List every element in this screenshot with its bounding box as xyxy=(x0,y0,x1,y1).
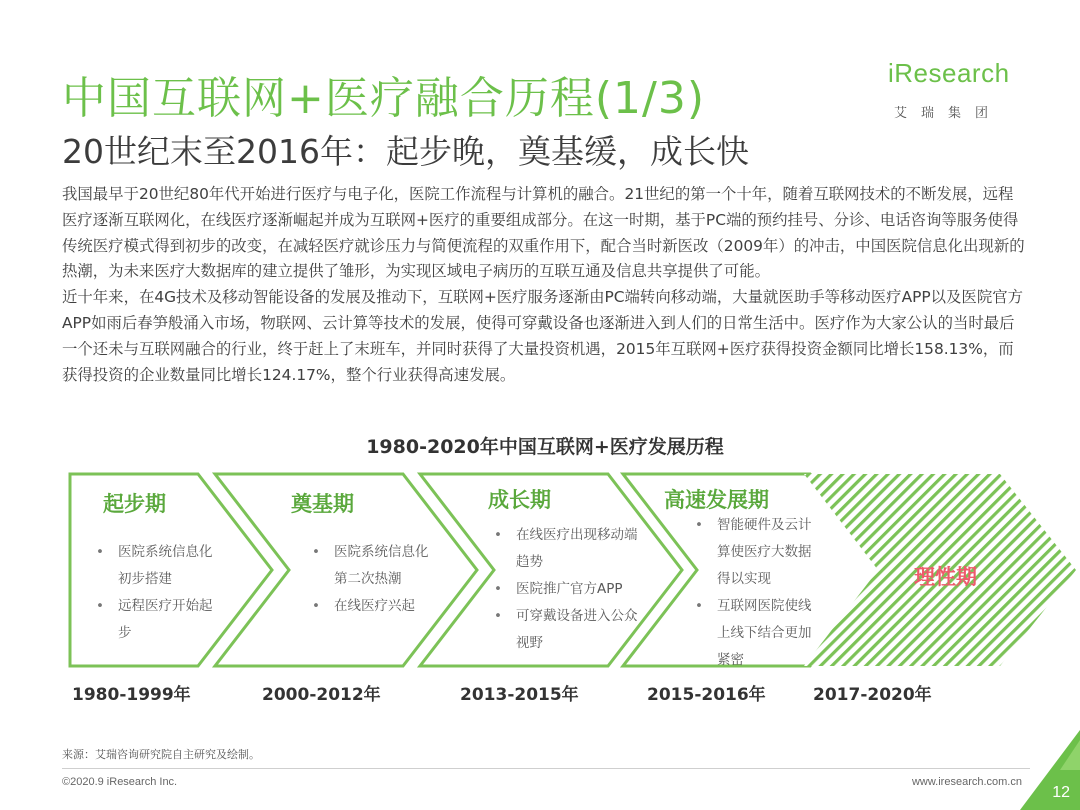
stage-1-name: 起步期 xyxy=(103,492,166,516)
list-item: • 在线医疗兴起 xyxy=(312,593,434,620)
list-item: • 医院系统信息化第二次热潮 xyxy=(312,539,434,593)
stage-4-years: 2015-2016年 xyxy=(647,685,766,705)
paragraph-1: 我国最早于20世纪80年代开始进行医疗与电子化，医院工作流程与计算机的融合。21世纪的第一个十年，随着互联网技术的不断发展，远程医疗逐渐互联网化，在线医疗逐渐崛起并成为互联网+医疗的重要组成部分。在这一时期，基于PC端的预约挂号、分诊、电话咨询等服务使得传统医疗模式得到初步的改变，在减轻医疗就诊压力与简便流程的双重作用下，配合当时新医改（2009年）的冲击，中国医院信息化出现新的热潮，为未来医疗大数据库的建立提供了雏形，为实现区域电子病历的互联互通及信息共享提供了可能。 xyxy=(62,185,1025,281)
paragraph-2: 近十年来，在4G技术及移动智能设备的发展及推动下，互联网+医疗服务逐渐由PC端转向移动端，大量就医助手等移动医疗APP以及医院官方APP如雨后春笋般涌入市场，物联网、云计算等技术的发展，使得可穿戴设备也逐渐进入到人们的日常生活中。医疗作为大家公认的当时最后一个还未与互联网融合的行业，终于赶上了末班车，并同时获得了大量投资机遇，2015年互联网+医疗获得投资金额同比增长158.13%，而获得投资的企业数量同比增长124.17%，整个行业获得高速发展。 xyxy=(62,288,1023,384)
stage-2-years: 2000-2012年 xyxy=(262,685,381,705)
iresearch-logo xyxy=(888,58,1028,128)
source-note: 来源：艾瑞咨询研究院自主研究及绘制。 xyxy=(62,748,260,761)
stage-1-bullets xyxy=(96,539,216,647)
page-subtitle: 20世纪末至2016年：起步晚，奠基缓，成长快 xyxy=(62,132,749,171)
logo-brand: iResearch xyxy=(888,58,1010,88)
stage-3-name: 成长期 xyxy=(488,488,551,512)
stage-2-name: 奠基期 xyxy=(291,492,354,516)
footer-divider xyxy=(62,768,1030,769)
list-item: • 远程医疗开始起步 xyxy=(96,593,216,647)
list-item: • 医院系统信息化初步搭建 xyxy=(96,539,216,593)
corner-decoration xyxy=(1020,730,1080,810)
stage-1-years: 1980-1999年 xyxy=(72,685,191,705)
copyright: ©2020.9 iResearch Inc. xyxy=(62,776,178,788)
list-item: • 医院推广官方APP xyxy=(494,576,644,603)
website-link[interactable]: www.iresearch.com.cn xyxy=(911,776,1022,788)
logo-group: 艾瑞集团 xyxy=(894,106,1003,121)
page-number: 12 xyxy=(1052,784,1070,801)
list-item: • 智能硬件及云计算使医疗大数据得以实现 xyxy=(695,512,815,593)
stage-2-bullets xyxy=(312,539,434,620)
list-item: • 可穿戴设备进入公众视野 xyxy=(494,603,644,657)
body-text xyxy=(62,182,1027,388)
stage-3-years: 2013-2015年 xyxy=(460,685,579,705)
list-item: • 互联网医院使线上线下结合更加紧密 xyxy=(695,593,815,674)
stage-4-bullets xyxy=(695,512,815,674)
page-title: 中国互联网+医疗融合历程(1/3) xyxy=(62,73,706,124)
stage-5-years: 2017-2020年 xyxy=(813,685,932,705)
stage-5-name: 理性期 xyxy=(914,565,977,589)
list-item: • 在线医疗出现移动端趋势 xyxy=(494,522,644,576)
stage-3-bullets xyxy=(494,522,644,657)
process-title: 1980-2020年中国互联网+医疗发展历程 xyxy=(366,436,724,458)
stage-4-name: 高速发展期 xyxy=(664,488,769,512)
